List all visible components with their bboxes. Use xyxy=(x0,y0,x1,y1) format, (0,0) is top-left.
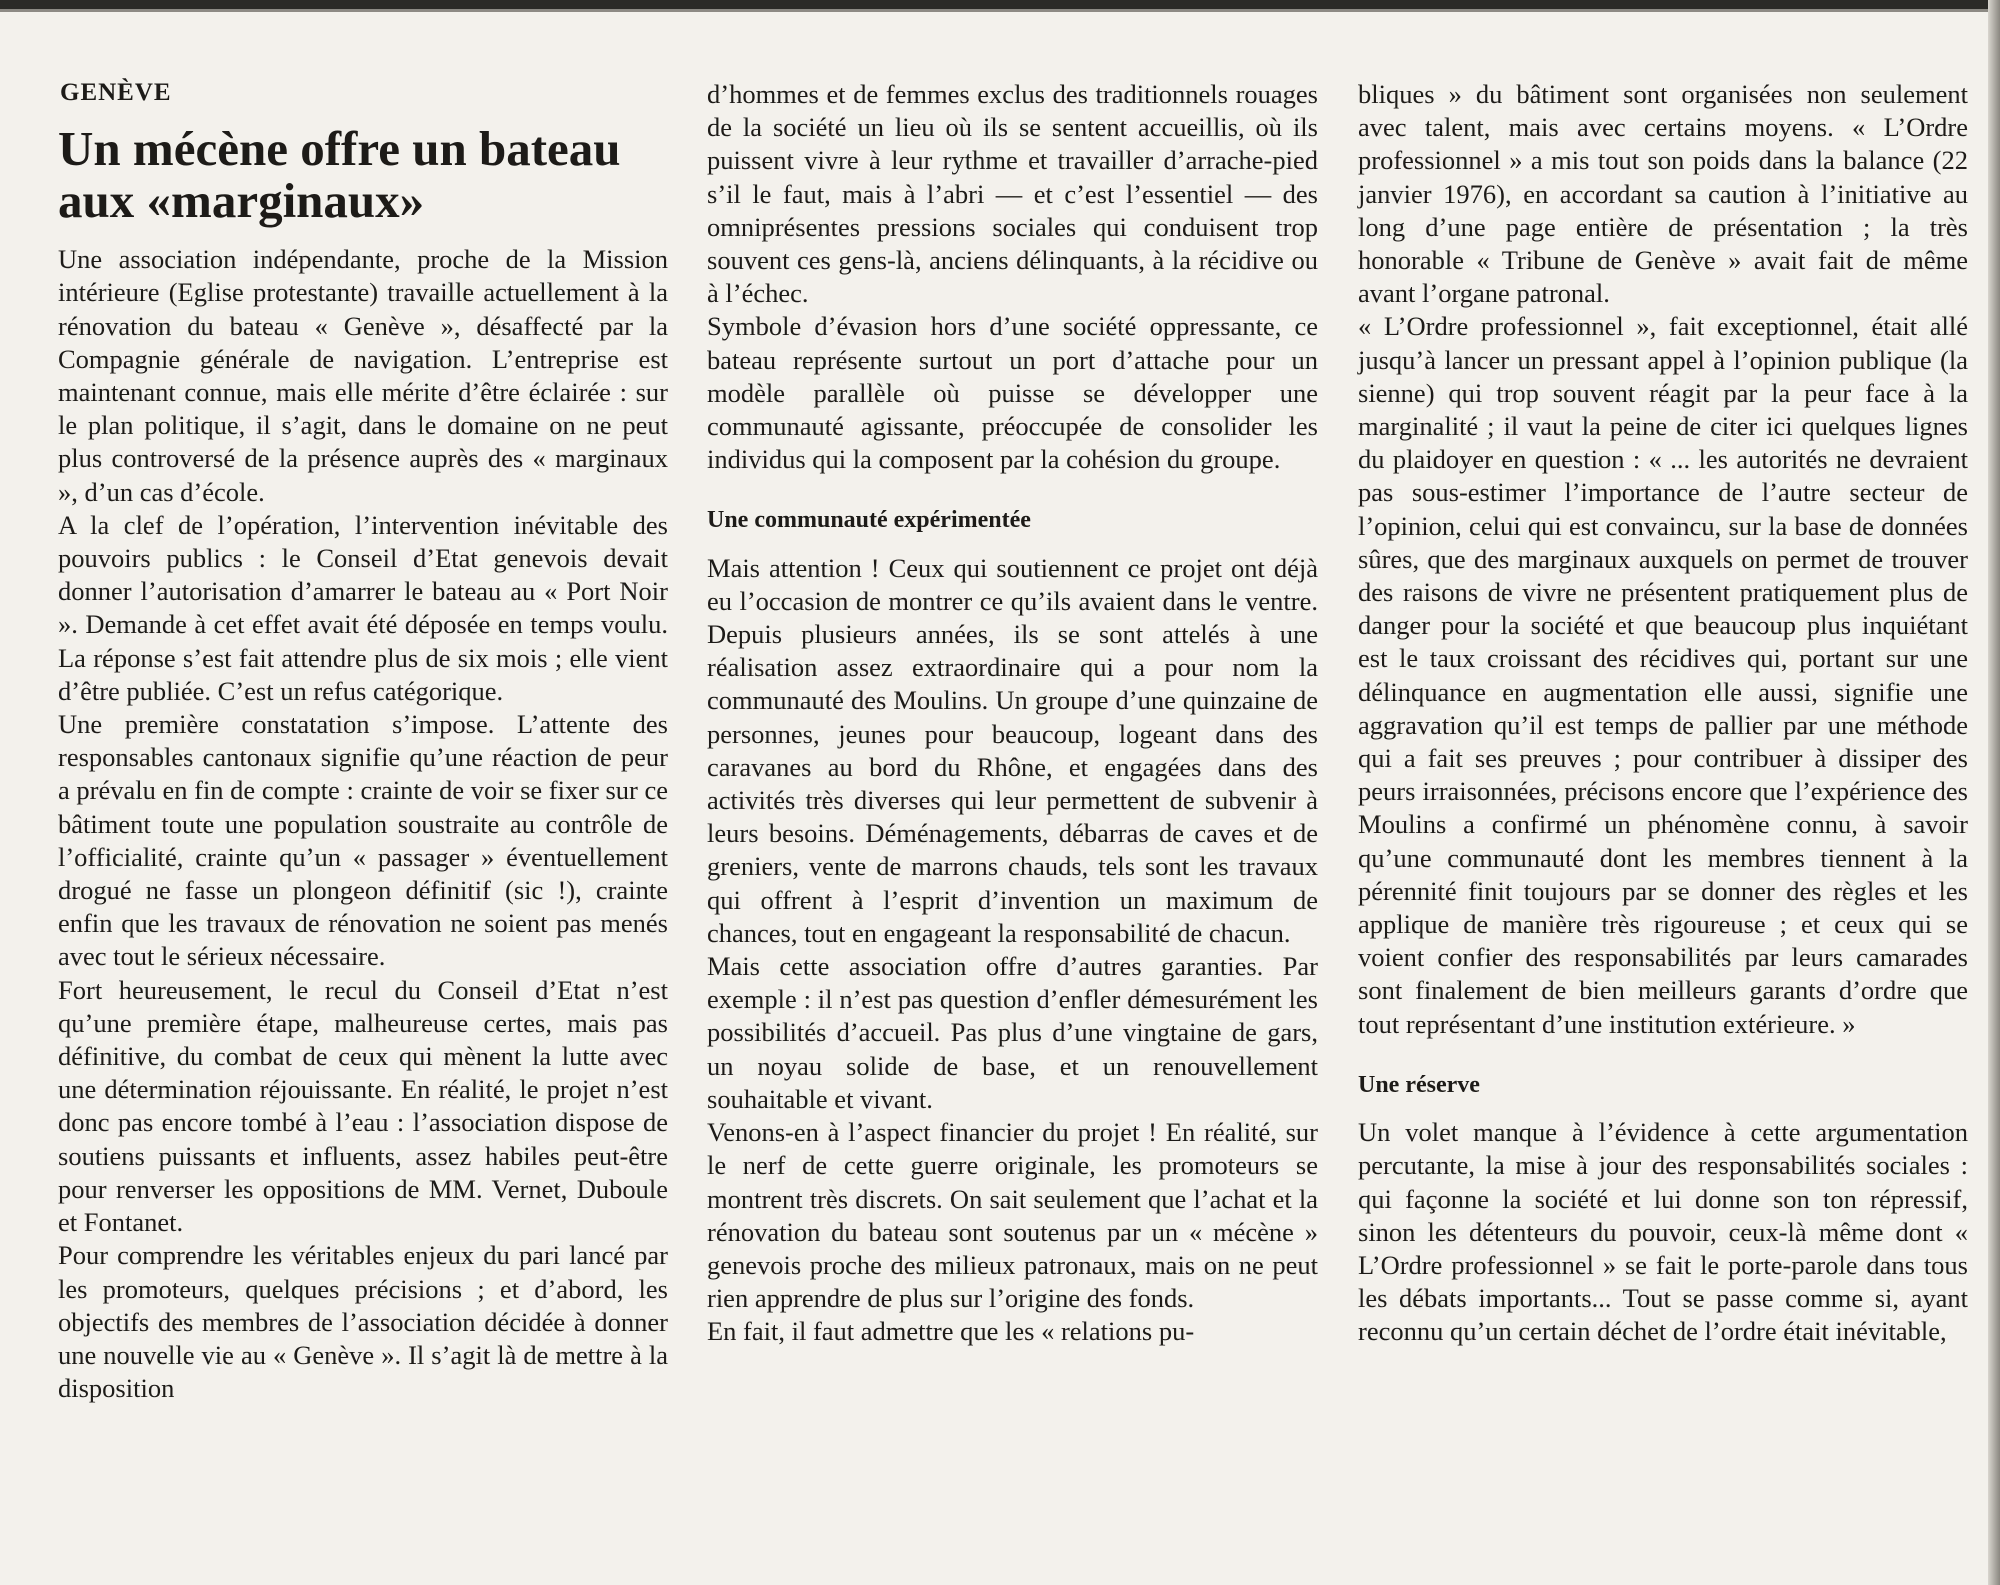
paragraph: bliques » du bâtiment sont organisées non seulement avec talent, mais avec certains moyens. « L’Ordre professionnel » a mis tout son poids dans la balance (22 janvier 1976), en accordant sa caution à l’initiative au long d’une page entière de présentation ; la très honorable « Tribune de Genève » avait fait de même avant l’organe patronal. xyxy=(1358,79,1968,309)
paragraph: Un volet manque à l’évidence à cette argumentation percutante, la mise à jour des responsabilités sociales : qui façonne la société et lui donne son ton répressif, sinon les détenteurs du pouvoir, ceux-là même dont « L’Ordre professionnel » se fait le porte-parole dans tous les débats importants... Tout se passe comme si, ayant reconnu qu’un certain déchet de l’ordre était inévitable, xyxy=(1358,1117,1968,1347)
paragraph: « L’Ordre professionnel », fait exceptionnel, était allé jusqu’à lancer un pressant appel à l’opinion publique (la sienne) qui trop souvent réagit par la peur face à la marginalité ; il vaut la peine de citer ici quelques lignes du plaidoyer en question : « ... les autorités ne devraient pas sous-estimer l’importance de l’autre secteur de l’opinion, celui qui est convaincu, sur la base de données sûres, que des marginaux auxquels on permet de trouver des raisons de vivre ne présentent pratiquement plus de danger pour la société et que beaucoup plus inquiétant est le taux croissant des récidives qui, portant sur une délinquance en augmentation elle aussi, signifie une aggravation qu’il est temps de pallier par une méthode qui a fait ses preuves ; pour contribuer à dissiper des peurs irraisonnées, précisons encore que l’expérience des Moulins a confirmé un phénomène connu, à savoir qu’une communauté dont les membres tiennent à la pérennité finit toujours par se donner des règles et les applique de manière très rigoureuse ; et ceux qui se voient confier des responsabilités par leurs camarades sont finalement de bien meilleurs garants d’ordre que tout représentant d’une institution extérieure. » xyxy=(1358,311,1968,1039)
page-top-shadow xyxy=(0,9,2000,12)
paragraph: Mais cette association offre d’autres garanties. Par exemple : il n’est pas question d’enfler démesurément les possibilités d’accueil. Pas plus d’une vingtaine de gars, un noyau solide de base, et un renouvellement souhaitable et vivant. xyxy=(707,951,1318,1114)
paragraph: Fort heureusement, le recul du Conseil d’Etat n’est qu’une première étape, malheureuse certes, mais pas définitive, du combat de ceux qui mènent la lutte avec une détermination réjouissante. En réalité, le projet n’est donc pas encore tombé à l’eau : l’association dispose de soutiens puissants et influents, assez habiles peut-être pour renverser les oppositions de MM. Vernet, Duboule et Fontanet. xyxy=(58,974,668,1238)
paragraph: Une première constatation s’impose. L’attente des responsables cantonaux signifie qu’une réaction de peur a prévalu en fin de compte : crainte de voir se fixer sur ce bâtiment toute une population soustraite au contrôle de l’officialité, crainte qu’un « passager » éventuellement drogué ne fasse un plongeon définitif (sic !), crainte enfin que les travaux de rénovation ne soient pas menés avec tout le sérieux nécessaire. xyxy=(58,709,668,972)
column-1 xyxy=(58,76,668,1405)
paragraph: Une association indépendante, proche de la Mission intérieure (Eglise protestante) travaille actuellement à la rénovation du bateau « Genève », désaffecté par la Compagnie générale de navigation. L’entreprise est maintenant connue, mais elle mérite d’être éclairée : sur le plan politique, il s’agit, dans le domaine on ne peut plus controversé de la présence auprès des « marginaux », d’un cas d’école. xyxy=(58,244,668,507)
article-headline xyxy=(58,123,668,227)
paragraph: Symbole d’évasion hors d’une société oppressante, ce bateau représente surtout un port d’attache pour un modèle parallèle où puisse se développer une communauté agissante, préoccupée de consolider les individus qui la composent par la cohésion du groupe. xyxy=(707,311,1318,475)
section-heading: Une communauté expérimentée xyxy=(707,507,1031,534)
paragraph: A la clef de l’opération, l’intervention inévitable des pouvoirs publics : le Conseil d’Etat genevois devait donner l’autorisation d’amarrer le bateau au « Port Noir ». Demande à cet effet avait été déposée en temps voulu. La réponse s’est fait attendre plus de six mois ; elle vient d’être publiée. C’est un refus catégorique. xyxy=(58,509,668,706)
page-right-edge xyxy=(1988,0,2000,1585)
headline-line-1: Un mécène offre un bateau xyxy=(58,121,621,177)
section-heading: Une réserve xyxy=(1358,1071,1480,1098)
column-3 xyxy=(1358,78,1968,1349)
column-2 xyxy=(707,78,1318,1349)
headline-line-2: aux «marginaux» xyxy=(58,173,425,229)
paragraph: Mais attention ! Ceux qui soutiennent ce projet ont déjà eu l’occasion de montrer ce qu’ils avaient dans le ventre. Depuis plusieurs années, ils se sont attelés à une réalisation assez extraordinaire qui a pour nom la communauté des Moulins. Un groupe d’une quinzaine de personnes, jeunes pour beaucoup, logeant dans des caravanes au bord du Rhône, et engagées dans des activités très diverses qui leur permettent de subvenir à leurs besoins. Déménagements, débarras de caves et de greniers, vente de marrons chauds, tels sont les travaux qui offrent à l’esprit d’invention un maximum de chances, tout en engageant la responsabilité de chacun. xyxy=(707,552,1318,948)
paragraph: d’hommes et de femmes exclus des traditionnels rouages de la société un lieu où ils se sentent accueillis, où ils puissent vivre à leur rythme et travailler d’arrache-pied s’il le faut, mais à l’abri — et c’est l’essentiel — des omniprésentes pressions sociales qui conduisent trop souvent ces gens-là, anciens délinquants, à la récidive ou à l’échec. xyxy=(707,79,1318,309)
paragraph: En fait, il faut admettre que les « relations pu- xyxy=(707,1316,1195,1347)
paragraph: Venons-en à l’aspect financier du projet ! En réalité, sur le nerf de cette guerre originale, les promoteurs se montrent très discrets. On sait seulement que l’achat et la rénovation du bateau sont soutenus par un « mécène » genevois proche des milieux patronaux, mais on ne peut rien apprendre de plus sur l’origine des fonds. xyxy=(707,1117,1318,1314)
page-top-border xyxy=(0,0,2000,9)
paragraph: Pour comprendre les véritables enjeux du pari lancé par les promoteurs, quelques précisions ; et d’abord, les objectifs des membres de l’association décidée à donner une nouvelle vie au « Genève ». Il s’agit là de mettre à la disposition xyxy=(58,1240,668,1404)
article-kicker: GENÈVE xyxy=(60,79,172,106)
